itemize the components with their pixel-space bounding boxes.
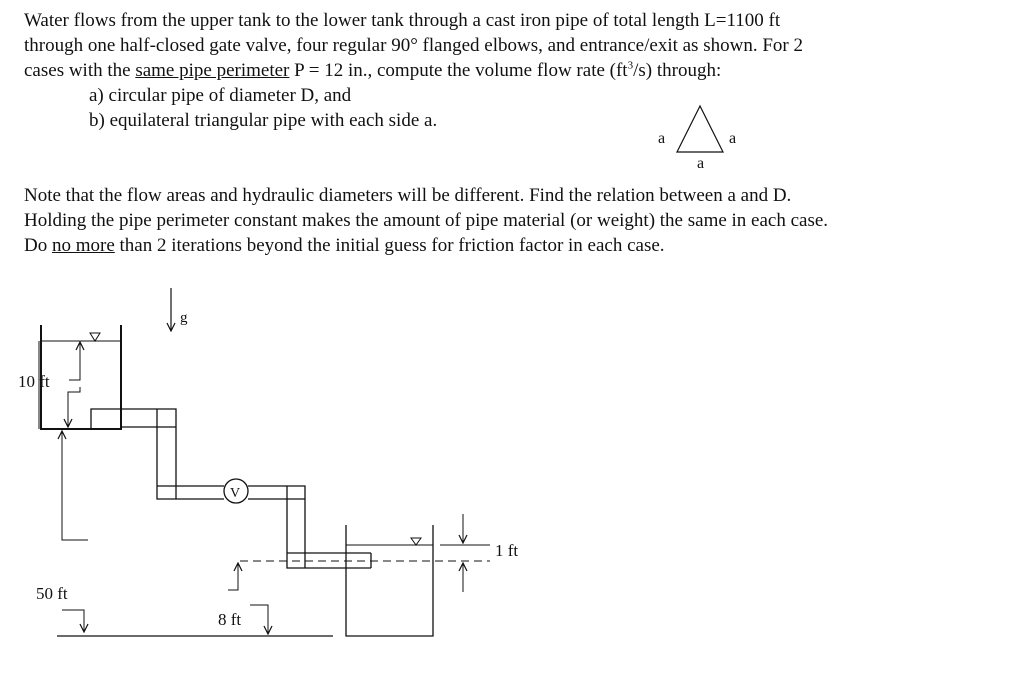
elevation-dimension — [36, 431, 333, 636]
lower-water-level-symbol — [411, 538, 421, 545]
gravity-label: g — [180, 310, 188, 326]
problem-line-1: Water flows from the upper tank to the lower tank through a cast iron pipe of total length L=1100 ft — [24, 10, 781, 31]
triangle-side-left-label: a — [658, 130, 666, 147]
problem-line-3-pre: cases with the — [24, 60, 136, 81]
pipe-lower-wall-2 — [248, 499, 371, 568]
offset-arrow-down — [250, 605, 268, 634]
elevation-arrow-down — [62, 610, 84, 632]
problem-line-2: through one half-closed gate valve, four regular 90° flanged elbows, and entrance/exit as shown. For 2 — [24, 35, 803, 56]
offset-arrow-up — [228, 563, 238, 590]
depth-arrow-down — [68, 387, 80, 427]
pipe-lower-wall — [121, 427, 224, 499]
offset-dimension — [218, 563, 268, 634]
upper-tank — [18, 325, 121, 429]
gate-valve — [224, 479, 248, 503]
submergence-label: 1 ft — [495, 541, 519, 560]
depth-arrow-up — [69, 342, 80, 380]
cubic-superscript: 3 — [627, 59, 634, 72]
submergence-dimension — [440, 514, 518, 592]
lower-tank — [346, 525, 433, 636]
same-pipe-perimeter-emphasis: same pipe perimeter — [135, 60, 290, 81]
case-a-item: a) circular pipe of diameter D, and — [89, 85, 352, 106]
valve-label: V — [230, 486, 241, 501]
triangle-side-bottom-label: a — [697, 155, 705, 172]
upper-depth-label: 10 ft — [18, 372, 50, 391]
no-more-emphasis: no more — [51, 235, 115, 256]
triangle-cross-section — [658, 106, 736, 172]
pipe-upper-wall-2 — [248, 486, 371, 553]
note-line-2: Holding the pipe perimeter constant makes the amount of pipe material (or weight) the same in each case. — [24, 210, 829, 231]
note-line-1: Note that the flow areas and hydraulic diameters will be different. Find the relation between a and D. — [24, 185, 792, 206]
elevation-label: 50 ft — [36, 584, 68, 603]
offset-label: 8 ft — [218, 610, 242, 629]
triangle-outline — [677, 106, 723, 152]
lower-tank-walls — [346, 525, 433, 636]
triangle-side-right-label: a — [729, 130, 737, 147]
case-b-item: b) equilateral triangular pipe with each side a. — [89, 110, 438, 131]
elevation-arrow-up — [62, 431, 88, 540]
note-line-3-pre: Do — [24, 235, 52, 256]
problem-line-3-post: /s) through: — [633, 60, 722, 81]
note-line-3-post: than 2 iterations beyond the initial guess for friction factor in each case. — [114, 235, 665, 256]
gravity-indicator — [171, 288, 188, 331]
problem-line-3-mid: P = 12 in., compute the volume flow rate (ft — [289, 60, 628, 81]
upper-water-level-symbol — [90, 333, 100, 341]
